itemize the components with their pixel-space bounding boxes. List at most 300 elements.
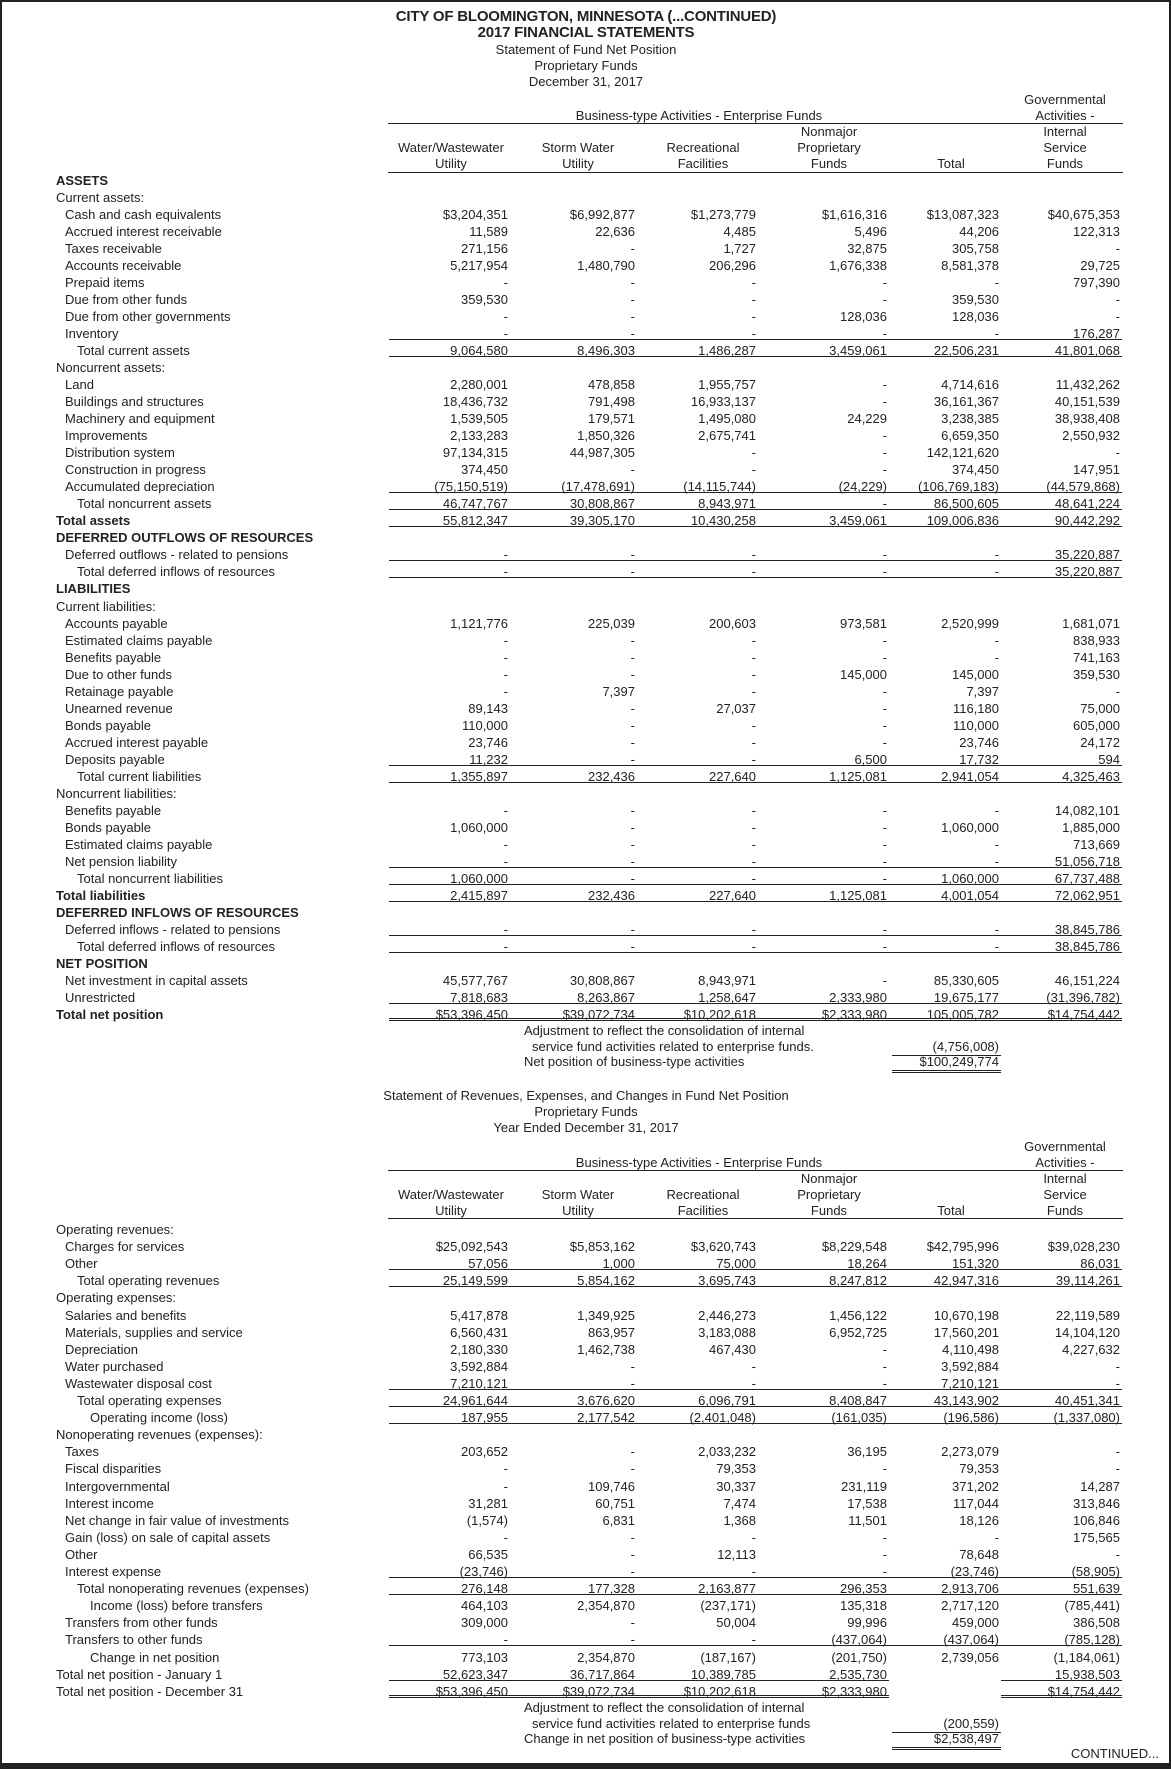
row-label: Benefits payable: [65, 649, 162, 665]
value-cell: 1,121,776: [450, 615, 508, 631]
table-row: [2, 410, 1169, 427]
value-cell: -: [503, 1529, 508, 1545]
value-cell: -: [758, 495, 889, 510]
value-cell: (58,905): [1001, 1563, 1122, 1578]
value-cell: 145,000: [952, 666, 999, 682]
table-row: [2, 734, 1169, 751]
value-cell: 1,060,000: [889, 870, 1001, 885]
value-cell: 3,695,743: [637, 1272, 758, 1287]
value-cell: 4,110,498: [942, 1341, 999, 1357]
value-cell: -: [882, 394, 887, 410]
value-cell: -: [758, 1563, 889, 1578]
value-cell: -: [882, 377, 887, 393]
value-cell: -: [751, 309, 756, 325]
value-cell: -: [994, 802, 999, 818]
value-cell: 89,143: [468, 700, 508, 716]
value-cell: -: [994, 1529, 999, 1545]
table-row: [2, 257, 1169, 274]
table-row: [2, 683, 1169, 700]
table-row: [2, 785, 1169, 802]
value-cell: 9,064,580: [389, 342, 510, 357]
value-cell: $10,202,618: [637, 1006, 758, 1021]
value-cell: -: [994, 649, 999, 665]
adjustment-text: Change in net position of business-type activities: [524, 1731, 806, 1746]
table-row: [2, 478, 1169, 495]
value-cell: 2,180,330: [450, 1341, 508, 1357]
row-label: Total operating expenses: [77, 1393, 222, 1408]
row-label: Total liabilities: [56, 887, 146, 903]
column-header: Nonmajor: [800, 124, 858, 139]
table-row: [2, 427, 1169, 444]
value-cell: 1,125,081: [758, 887, 889, 902]
business-type-total-value: $2,538,497: [892, 1731, 1001, 1750]
row-label: Water purchased: [65, 1358, 164, 1374]
value-cell: 2,163,877: [637, 1580, 758, 1595]
row-label: Total net position: [56, 1006, 164, 1022]
value-cell: 1,125,081: [758, 768, 889, 783]
value-cell: 11,501: [848, 1512, 887, 1528]
column-header: Funds: [1046, 156, 1084, 171]
table-row: [2, 1580, 1169, 1597]
value-cell: 116,180: [952, 700, 999, 716]
value-cell: -: [882, 972, 887, 988]
value-cell: 15,938,503: [1001, 1666, 1122, 1681]
value-cell: -: [503, 275, 508, 291]
value-cell: -: [503, 836, 508, 852]
value-cell: 31,281: [468, 1495, 508, 1511]
column-header: Utility: [435, 1203, 467, 1218]
table-row: [2, 495, 1169, 512]
value-cell: -: [503, 309, 508, 325]
value-cell: -: [751, 275, 756, 291]
value-cell: 1,727: [723, 241, 756, 257]
statement-title-line: Year Ended December 31, 2017: [493, 1120, 679, 1135]
table-row: [2, 223, 1169, 240]
row-label: Depreciation: [65, 1341, 138, 1357]
value-cell: -: [630, 632, 635, 648]
value-cell: 8,943,971: [698, 972, 756, 988]
value-cell: 72,062,951: [1001, 887, 1122, 902]
row-label: Noncurrent assets:: [56, 360, 166, 376]
value-cell: -: [758, 921, 889, 936]
column-header: Facilities: [677, 156, 729, 171]
value-cell: 551,639: [1001, 1580, 1122, 1595]
column-header: Activities -: [1035, 1155, 1095, 1170]
value-cell: -: [751, 717, 756, 733]
value-cell: 19,675,177: [889, 989, 1001, 1004]
value-cell: 44,987,305: [569, 445, 635, 461]
value-cell: -: [751, 462, 756, 478]
value-cell: -: [510, 1631, 637, 1646]
value-cell: 1,456,122: [829, 1307, 887, 1323]
value-cell: 38,845,786: [1001, 938, 1122, 953]
value-cell: 23,746: [468, 734, 508, 750]
value-cell: -: [389, 938, 510, 953]
value-cell: 14,287: [1080, 1478, 1120, 1494]
value-cell: 122,313: [1073, 224, 1120, 240]
value-cell: 4,485: [723, 224, 756, 240]
value-cell: -: [751, 734, 756, 750]
row-label: Transfers to other funds: [65, 1632, 203, 1648]
value-cell: -: [389, 325, 510, 340]
value-cell: $2,333,980: [758, 1683, 889, 1698]
value-cell: 2,941,054: [889, 768, 1001, 783]
value-cell: 75,000: [1080, 700, 1120, 716]
value-cell: 177,328: [510, 1580, 637, 1595]
row-label: Cash and cash equivalents: [65, 207, 222, 223]
value-cell: -: [637, 563, 758, 578]
value-cell: -: [882, 649, 887, 665]
value-cell: -: [994, 836, 999, 852]
value-cell: 305,758: [952, 241, 999, 257]
value-cell: -: [1115, 292, 1120, 308]
value-cell: 1,955,757: [698, 377, 756, 393]
value-cell: -: [751, 683, 756, 699]
value-cell: 467,430: [709, 1341, 756, 1357]
value-cell: -: [637, 546, 758, 561]
value-cell: -: [637, 938, 758, 953]
row-label: Fiscal disparities: [65, 1461, 162, 1477]
value-cell: -: [389, 921, 510, 936]
value-cell: $39,072,734: [510, 1006, 637, 1021]
row-label: Distribution system: [65, 445, 175, 461]
value-cell: 22,119,589: [1055, 1307, 1120, 1323]
statement-title-line: Proprietary Funds: [534, 1104, 638, 1119]
table-row: [2, 359, 1169, 376]
value-cell: -: [882, 445, 887, 461]
value-cell: -: [889, 325, 1001, 340]
value-cell: -: [889, 921, 1001, 936]
value-cell: 3,592,884: [941, 1358, 999, 1374]
value-cell: -: [637, 1563, 758, 1578]
table-row: [2, 1006, 1169, 1023]
value-cell: 10,389,785: [637, 1666, 758, 1681]
table-row: [2, 989, 1169, 1006]
row-label: Intergovernmental: [65, 1478, 170, 1494]
value-cell: -: [630, 1444, 635, 1460]
value-cell: 2,415,897: [389, 887, 510, 902]
value-cell: -: [510, 751, 637, 766]
value-cell: -: [1115, 683, 1120, 699]
table-row: [2, 308, 1169, 325]
value-cell: -: [758, 1375, 889, 1390]
value-cell: 371,202: [952, 1478, 999, 1494]
row-label: Accrued interest payable: [65, 734, 209, 750]
value-cell: 78,648: [959, 1546, 999, 1562]
value-cell: $3,204,351: [442, 207, 508, 223]
row-label: Total assets: [56, 513, 131, 529]
row-label: Total deferred inflows of resources: [77, 564, 275, 580]
value-cell: 359,530: [952, 292, 999, 308]
row-label: Net investment in capital assets: [65, 972, 248, 988]
row-label: Prepaid items: [65, 275, 145, 291]
value-cell: -: [630, 819, 635, 835]
value-cell: 38,845,786: [1001, 921, 1122, 936]
value-cell: 2,033,232: [698, 1444, 756, 1460]
value-cell: 741,163: [1073, 649, 1120, 665]
value-cell: 1,539,505: [450, 411, 508, 427]
row-label: Income (loss) before transfers: [90, 1598, 263, 1614]
row-label: Other: [65, 1256, 98, 1272]
value-cell: 2,333,980: [758, 989, 889, 1004]
table-row: [2, 1478, 1169, 1495]
value-cell: (785,441): [1064, 1598, 1120, 1614]
value-cell: $13,087,323: [926, 207, 999, 223]
value-cell: 14,104,120: [1054, 1324, 1120, 1340]
value-cell: 1,355,897: [389, 768, 510, 783]
value-cell: 3,183,088: [698, 1324, 756, 1340]
value-cell: 90,442,292: [1001, 512, 1122, 527]
value-cell: 973,581: [840, 615, 887, 631]
value-cell: 105,005,782: [889, 1006, 1001, 1021]
row-label: Buildings and structures: [65, 394, 204, 410]
table-row: [2, 1460, 1169, 1477]
value-cell: 7,397: [602, 683, 635, 699]
row-label: Interest income: [65, 1495, 154, 1511]
value-cell: 18,436,732: [442, 394, 508, 410]
value-cell: 79,353: [959, 1461, 999, 1477]
row-label: Machinery and equipment: [65, 411, 215, 427]
table-row: [2, 325, 1169, 342]
continued-note: CONTINUED...: [1070, 1746, 1159, 1761]
value-cell: -: [882, 683, 887, 699]
value-cell: -: [758, 938, 889, 953]
value-cell: 110,000: [952, 717, 999, 733]
value-cell: -: [510, 563, 637, 578]
value-cell: 7,474: [723, 1495, 756, 1511]
value-cell: 51,056,718: [1001, 853, 1122, 868]
value-cell: (785,128): [1001, 1631, 1122, 1646]
value-cell: -: [510, 853, 637, 868]
value-cell: (1,184,061): [1053, 1649, 1120, 1665]
value-cell: (17,478,691): [510, 478, 637, 493]
value-cell: 50,004: [716, 1615, 756, 1631]
table-row: [2, 768, 1169, 785]
value-cell: -: [637, 853, 758, 868]
value-cell: 271,156: [461, 241, 508, 257]
row-label: Salaries and benefits: [65, 1307, 187, 1323]
value-cell: 2,739,056: [941, 1649, 999, 1665]
value-cell: 6,096,791: [637, 1392, 758, 1407]
value-cell: -: [389, 853, 510, 868]
value-cell: -: [630, 1546, 635, 1562]
value-cell: 179,571: [588, 411, 635, 427]
value-cell: -: [630, 649, 635, 665]
value-cell: 8,581,378: [941, 258, 999, 274]
table-row: [2, 802, 1169, 819]
value-cell: 2,177,542: [510, 1409, 637, 1424]
row-label: Deposits payable: [65, 751, 165, 767]
value-cell: 2,280,001: [450, 377, 508, 393]
value-cell: 18,126: [959, 1512, 999, 1528]
value-cell: 36,717,864: [510, 1666, 637, 1681]
business-type-total-value: $100,249,774: [892, 1054, 1001, 1073]
value-cell: -: [882, 819, 887, 835]
row-label: Deferred outflows - related to pensions: [65, 547, 289, 563]
table-row: [2, 546, 1169, 563]
row-label: Total current assets: [77, 343, 190, 359]
value-cell: 66,535: [468, 1546, 508, 1562]
value-cell: $53,396,450: [389, 1683, 510, 1698]
value-cell: 22,636: [595, 224, 635, 240]
value-cell: (437,064): [758, 1631, 889, 1646]
table-row: [2, 649, 1169, 666]
value-cell: -: [882, 632, 887, 648]
table-row: [2, 1324, 1169, 1341]
value-cell: 24,961,644: [389, 1392, 510, 1407]
value-cell: -: [882, 717, 887, 733]
value-cell: -: [882, 700, 887, 716]
column-header: Funds: [810, 156, 848, 171]
column-header: Activities -: [1035, 108, 1095, 123]
value-cell: -: [630, 802, 635, 818]
value-cell: (23,746): [889, 1563, 1001, 1578]
value-cell: $3,620,743: [690, 1239, 756, 1255]
value-cell: -: [503, 1478, 508, 1494]
table-row: [2, 240, 1169, 257]
table-row: [2, 1529, 1169, 1546]
value-cell: 32,875: [847, 241, 887, 257]
value-cell: 11,232: [389, 751, 510, 766]
value-cell: -: [503, 1461, 508, 1477]
row-label: Estimated claims payable: [65, 836, 213, 852]
value-cell: 57,056: [389, 1255, 510, 1270]
value-cell: -: [630, 462, 635, 478]
value-cell: -: [882, 836, 887, 852]
value-cell: 5,496: [854, 224, 887, 240]
value-cell: 25,149,599: [389, 1272, 510, 1287]
value-cell: -: [751, 1358, 756, 1374]
value-cell: 1,676,338: [829, 258, 887, 274]
value-cell: -: [751, 666, 756, 682]
row-label: Bonds payable: [65, 819, 152, 835]
value-cell: 797,390: [1073, 275, 1120, 291]
row-label: Gain (loss) on sale of capital assets: [65, 1529, 271, 1545]
value-cell: -: [1115, 309, 1120, 325]
value-cell: 2,133,283: [450, 428, 508, 444]
value-cell: 478,858: [588, 377, 635, 393]
table-row: [2, 853, 1169, 870]
value-cell: 2,717,120: [941, 1598, 999, 1614]
value-cell: -: [510, 921, 637, 936]
value-cell: 17,732: [889, 751, 1001, 766]
table-row: [2, 580, 1169, 597]
value-cell: -: [389, 563, 510, 578]
row-label: Net pension liability: [65, 853, 178, 869]
value-cell: -: [751, 445, 756, 461]
value-cell: 2,273,079: [941, 1444, 999, 1460]
table-row: [2, 1649, 1169, 1666]
value-cell: (14,115,744): [637, 478, 758, 493]
column-header: Storm Water: [541, 1187, 615, 1202]
column-header: Utility: [562, 156, 594, 171]
value-cell: 142,121,620: [926, 445, 999, 461]
value-cell: -: [1115, 1546, 1120, 1562]
value-cell: 11,589: [469, 224, 508, 240]
statement-title-line: Statement of Fund Net Position: [495, 42, 677, 57]
value-cell: 313,846: [1073, 1495, 1120, 1511]
bottom-border: [2, 1763, 1169, 1767]
value-cell: 6,560,431: [450, 1324, 508, 1340]
value-cell: 6,831: [602, 1512, 635, 1528]
value-cell: 464,103: [461, 1598, 508, 1614]
row-label: Due to other funds: [65, 666, 172, 682]
value-cell: -: [637, 921, 758, 936]
value-cell: -: [630, 1358, 635, 1374]
value-cell: 225,039: [588, 615, 635, 631]
table-row: [2, 904, 1169, 921]
value-cell: 23,746: [959, 734, 999, 750]
row-label: Retainage payable: [65, 683, 174, 699]
value-cell: -: [637, 1631, 758, 1646]
row-label: Accounts receivable: [65, 258, 182, 274]
value-cell: -: [882, 802, 887, 818]
table-row: [2, 1683, 1169, 1700]
statement-title-line: Statement of Revenues, Expenses, and Changes in Fund Net Position: [383, 1088, 789, 1103]
table-row: [2, 615, 1169, 632]
value-cell: -: [758, 546, 889, 561]
table-row: [2, 376, 1169, 393]
value-cell: 7,210,121: [889, 1375, 1001, 1390]
value-cell: -: [889, 563, 1001, 578]
value-cell: -: [503, 649, 508, 665]
value-cell: 8,247,812: [758, 1272, 889, 1287]
value-cell: 2,535,730: [758, 1666, 889, 1681]
column-header: Funds: [810, 1203, 848, 1218]
value-cell: -: [994, 632, 999, 648]
value-cell: 2,675,741: [698, 428, 756, 444]
value-cell: 1,060,000: [450, 819, 508, 835]
value-cell: -: [630, 734, 635, 750]
value-cell: -: [889, 546, 1001, 561]
value-cell: -: [630, 836, 635, 852]
value-cell: 1,681,071: [1062, 615, 1120, 631]
value-cell: -: [1115, 1358, 1120, 1374]
value-cell: 97,134,315: [442, 445, 508, 461]
value-cell: 46,747,767: [389, 495, 510, 510]
value-cell: (196,586): [889, 1409, 1001, 1424]
value-cell: -: [882, 1546, 887, 1562]
statement-title-line: December 31, 2017: [528, 74, 644, 89]
value-cell: $25,092,543: [435, 1239, 508, 1255]
value-cell: -: [510, 546, 637, 561]
value-cell: 110,000: [461, 717, 508, 733]
value-cell: 109,746: [588, 1478, 635, 1494]
value-cell: 7,397: [966, 683, 999, 699]
value-cell: (23,746): [389, 1563, 510, 1578]
value-cell: 713,669: [1073, 836, 1120, 852]
value-cell: 43,143,902: [889, 1392, 1001, 1407]
adjustment-text: service fund activities related to enterprise funds.: [532, 1038, 814, 1054]
row-label: Total noncurrent liabilities: [77, 870, 223, 886]
table-row: [2, 870, 1169, 887]
value-cell: $10,202,618: [637, 1683, 758, 1698]
row-label: Noncurrent liabilities:: [56, 785, 177, 801]
value-cell: -: [630, 1529, 635, 1545]
value-cell: 39,114,261: [1001, 1272, 1122, 1287]
value-cell: -: [882, 292, 887, 308]
value-cell: (2,401,048): [637, 1409, 758, 1424]
value-cell: 200,603: [709, 615, 756, 631]
value-cell: 109,006,836: [889, 512, 1001, 527]
value-cell: -: [503, 632, 508, 648]
value-cell: 79,353: [716, 1461, 756, 1477]
document-title: CITY OF BLOOMINGTON, MINNESOTA (...CONTINUED): [395, 8, 777, 25]
value-cell: 773,103: [461, 1649, 508, 1665]
value-cell: 30,808,867: [510, 495, 637, 510]
value-cell: 374,450: [461, 462, 508, 478]
column-group-header: Business-type Activities - Enterprise Funds: [575, 108, 823, 123]
